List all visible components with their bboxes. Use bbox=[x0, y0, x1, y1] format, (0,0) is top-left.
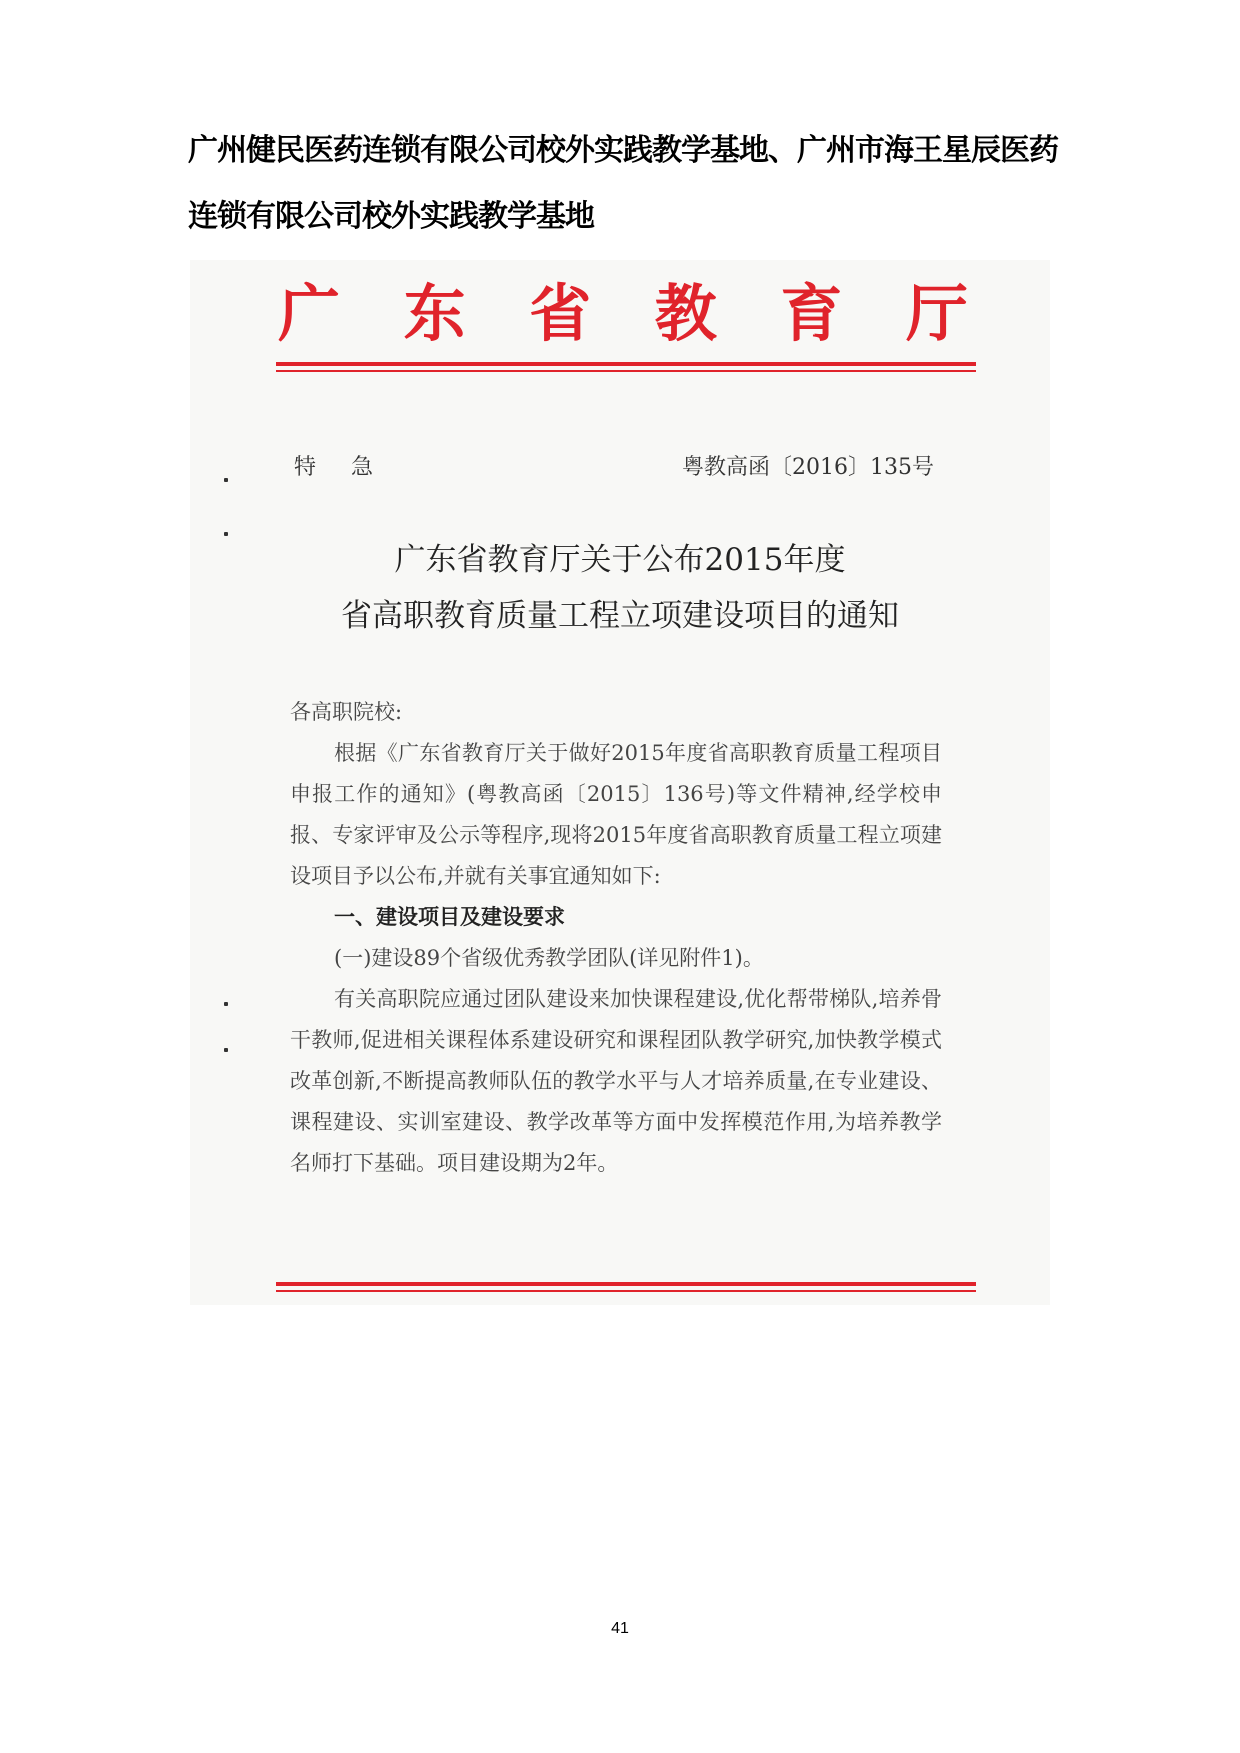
urgency-label: 特 急 bbox=[294, 455, 387, 480]
letterhead-divider bbox=[276, 362, 976, 366]
notice-title-line-1: 广东省教育厅关于公布2015年度 bbox=[394, 542, 846, 578]
scan-speck bbox=[224, 1002, 228, 1006]
list-item: (一)建设89个省级优秀教学团队(详见附件1)。 bbox=[334, 946, 764, 970]
page-heading: 广州健民医药连锁有限公司校外实践教学基地、广州市海王星辰医药连锁有限公司校外实践教学基地 bbox=[188, 133, 1058, 234]
scanned-document bbox=[190, 260, 1050, 1305]
page-number: 41 bbox=[611, 1620, 629, 1637]
letterhead-char: 厅 bbox=[905, 277, 968, 350]
notice-body bbox=[290, 692, 942, 1184]
scan-speck bbox=[224, 1048, 228, 1052]
letterhead-char: 东 bbox=[403, 277, 466, 350]
notice-title bbox=[270, 532, 970, 644]
paragraph: 根据《广东省教育厅关于做好2015年度省高职教育质量工程项目申报工作的通知》(粤教高函〔2015〕136号)等文件精神,经学校申报、专家评审及公示等程序,现将2015年度省高职教育质量工程立项建设项目予以公布,并就有关事宜通知如下: bbox=[290, 741, 942, 888]
letterhead-divider-thin bbox=[276, 370, 976, 372]
paragraph: 有关高职院应通过团队建设来加快课程建设,优化帮带梯队,培养骨干教师,促进相关课程体系建设研究和课程团队教学研究,加快教学模式改革创新,不断提高教师队伍的教学水平与人才培养质量,在专业建设、课程建设、实训室建设、教学改革等方面中发挥模范作用,为培养教学名师打下基础。项目建设期为2年。 bbox=[290, 987, 942, 1175]
section-heading: 一、建设项目及建设要求 bbox=[334, 905, 565, 929]
letterhead bbox=[278, 272, 968, 356]
footer-divider bbox=[276, 1282, 976, 1286]
footer-divider-thin bbox=[276, 1290, 976, 1292]
document-number: 粤教高函〔2016〕135号 bbox=[682, 455, 934, 480]
scan-speck bbox=[224, 532, 228, 536]
salutation: 各高职院校: bbox=[290, 700, 403, 724]
scan-speck bbox=[224, 478, 228, 482]
document-meta bbox=[294, 450, 934, 481]
letterhead-char: 省 bbox=[529, 277, 592, 350]
letterhead-char: 育 bbox=[780, 277, 843, 350]
notice-title-line-2: 省高职教育质量工程立项建设项目的通知 bbox=[341, 598, 899, 634]
letterhead-char: 广 bbox=[278, 277, 341, 350]
letterhead-char: 教 bbox=[654, 277, 717, 350]
